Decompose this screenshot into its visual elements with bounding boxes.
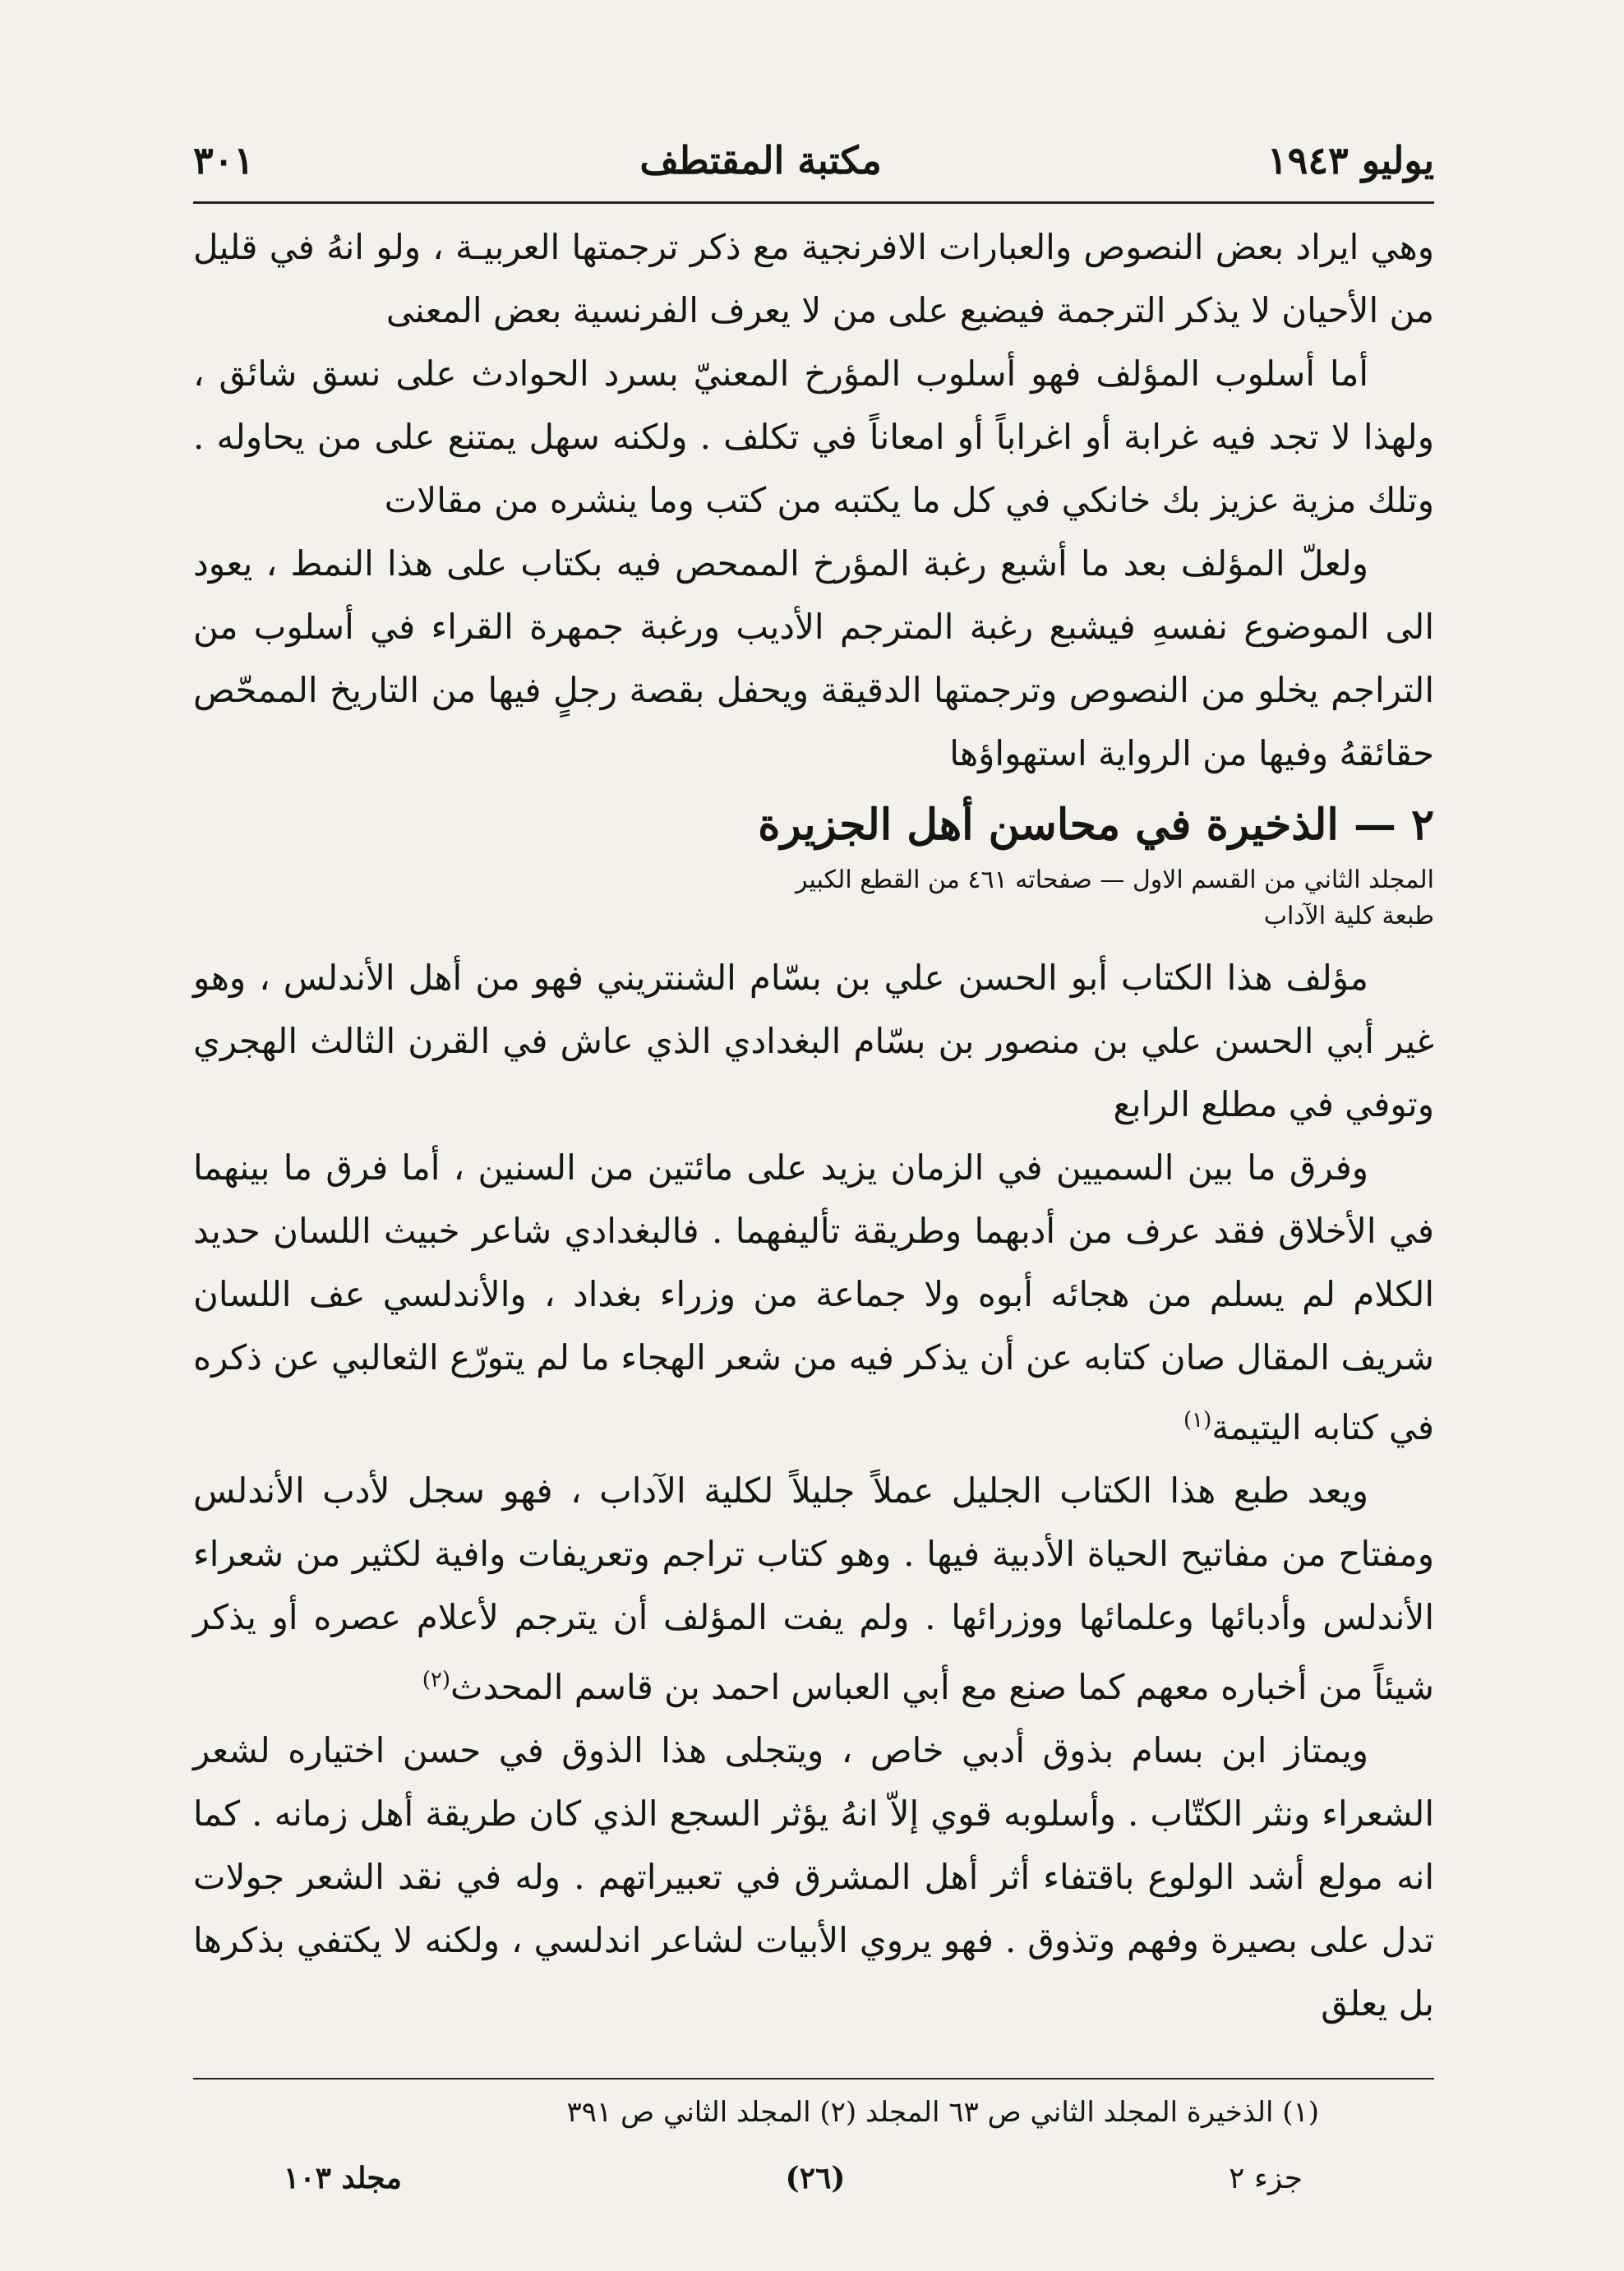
footnote-mark: (١): [1183, 1408, 1212, 1433]
paragraph: أما أسلوب المؤلف فهو أسلوب المؤرخ المعنيّ بسرد الحوادث على نسق شائق ، ولهذا لا تجد فيه غرابة أو اغراباً أو امعاناً في تكلف . ولكنه سهل يمتنع على من يحاوله . وتلك مزية عزيز بك خانكي في كل ما يكتبه من كتب وما ينشره من مقالات: [193, 353, 1434, 520]
footnote-mark: (٢): [422, 1668, 450, 1692]
header-rule: [193, 201, 1434, 204]
page-footer: [193, 2149, 1434, 2207]
footnotes: [193, 2092, 1434, 2133]
header-page-number: ٣٠١: [193, 138, 255, 182]
paragraph: ولعلّ المؤلف بعد ما أشبع رغبة المؤرخ الممحص فيه بكتاب على هذا النمط ، يعود الى الموضوع نفسهِ فيشبع رغبة المترجم الأديب ورغبة جمهرة القراء في أسلوب من التراجم يخلو من النصوص وترجمتها الدقيقة ويحفل بقصة رجلٍ فيها من التاريخ الممحّص حقائقهُ وفيها من الرواية استهواؤها: [193, 543, 1434, 773]
section-subtitle-2: طبعة كلية الآداب: [1263, 902, 1434, 930]
article-body: [193, 215, 1434, 2035]
paragraph-text: وفرق ما بين السميين في الزمان يزيد على مائتين من السنين ، أما فرق ما بينهما في الأخلاق فقد عرف من أدبهما وطريقة تأليفهما . فالبغدادي شاعر خبيث اللسان حديد الكلام لم يسلم من هجائه أبوه ولا جماعة من وزراء بغداد ، والأندلسي عف اللسان شريف المقال صان كتابه عن أن يذكر فيه من شعر الهجاء ما لم يتورّع الثعالبي عن ذكره في كتابه اليتيمة: [193, 1147, 1434, 1447]
footer-part: جزء ٢: [1229, 2161, 1303, 2195]
header-date: يوليو ١٩٤٣: [1266, 138, 1434, 182]
footer-sheet: (٢٦): [785, 2161, 846, 2195]
paragraph: [193, 1459, 1434, 1719]
paragraph: مؤلف هذا الكتاب أبو الحسن علي بن بسّام الشنتريني فهو من أهل الأندلس ، وهو غير أبي الحسن علي بن منصور بن بسّام البغدادي الذي عاش في القرن الثالث الهجري وتوفي في مطلع الرابع: [193, 958, 1434, 1124]
paragraph-text: ويعد طبع هذا الكتاب الجليل عملاً جليلاً لكلية الآداب ، فهو سجل لأدب الأندلس ومفتاح من مفاتيح الحياة الأدبية فيها . وهو كتاب تراجم وتعريفات وافية لكثير من شعراء الأندلس وأدبائها وعلمائها ووزرائها . ولم يفت المؤلف أن يترجم لأعلام عصره أو يذكر شيئاً من أخباره معهم كما صنع مع أبي العباس احمد بن قاسم المحدث: [193, 1470, 1434, 1707]
footnote: (١) الذخيرة المجلد الثاني ص ٦٣ المجلد (٢) المجلد الثاني ص ٣٩١: [566, 2096, 1319, 2129]
header-title: مكتبة المقتطف: [639, 138, 882, 182]
paragraph: ويمتاز ابن بسام بذوق أدبي خاص ، ويتجلى هذا الذوق في حسن اختياره لشعر الشعراء ونثر الكتّاب . وأسلوبه قوي إلاّ انهُ يؤثر السجع الذي كان طريقة أهل زمانه . كما انه مولع أشد الولوع باقتفاء أثر أهل المشرق في تعبيراتهم . وله في نقد الشعر جولات تدل على بصيرة وفهم وتذوق . فهو يروي الأبيات لشاعر اندلسي ، ولكنه لا يكتفي بذكرها بل يعلق: [193, 1730, 1434, 2024]
section-subtitle: المجلد الثاني من القسم الاول — صفحاته ٤٦١ من القطع الكبير: [795, 865, 1434, 894]
footnote-rule: [193, 2078, 1434, 2079]
page-header: [193, 123, 1434, 197]
paragraph: وهي ايراد بعض النصوص والعبارات الافرنجية مع ذكر ترجمتها العربيـة ، ولو انهُ في قليل من الأحيان لا يذكر الترجمة فيضيع على من لا يعرف الفرنسية بعض المعنى: [193, 227, 1434, 330]
section-title: ٢ — الذخيرة في محاسن أهل الجزيرة: [758, 800, 1434, 850]
paragraph: [193, 1136, 1434, 1459]
footer-volume: مجلد ١٠٣: [284, 2161, 402, 2195]
